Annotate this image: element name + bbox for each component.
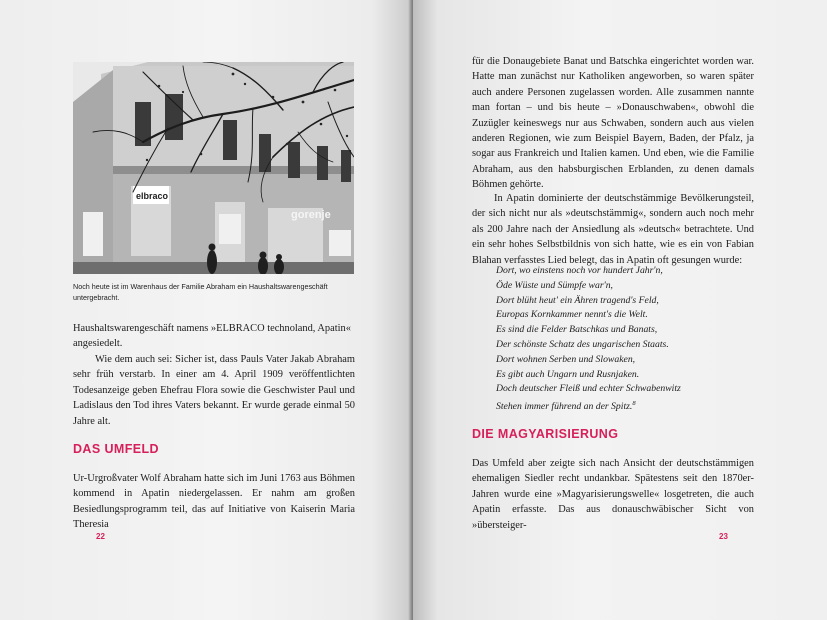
paragraph-1: Haushaltswarengeschäft namens »ELBRACO technoland, Apatin« angesiedelt. — [73, 323, 351, 350]
left-page — [0, 0, 413, 620]
paragraph-right-2: In Apatin dominierte der deutschstämmige Bevölkerungsteil, der sich nicht nur als »deutschstämmig«, sondern auch noch mehr als 200 Jahre nach der Ansiedlung als »deutsch« betrachtete. Und ein sehr hohes Selbstbildnis von sich hatte, wie es ein von Fabian Blahan verfasstes Lied belegt, das in Apatin oft gesungen wurde: — [472, 193, 754, 266]
poem-line: Öde Wüste und Sümpfe war'n, — [496, 279, 613, 291]
poem-line: Der schönste Schatz des ungarischen Staats. — [496, 338, 669, 350]
shop-sign-elbraco: elbraco — [136, 191, 169, 201]
paragraph-2: Wie dem auch sei: Sicher ist, dass Pauls Vater Jakab Abraham sehr früh verstarb. In einer am 4. April 1909 veröffentlichten Todesanzeige geben Ehefrau Flora sowie die Geschwister Paul und Ladislaus den Tod ihres Vaters bekannt. Er wurde gerade einmal 50 Jahre alt. — [73, 354, 355, 427]
section-heading-umfeld: DAS UMFELD — [73, 442, 159, 456]
song-poem — [496, 264, 756, 415]
paragraph-3: Ur-Urgroßvater Wolf Abraham hatte sich im Juni 1763 aus Böhmen kommend in Apatin niedergelassen. Er nahm am großen Besiedlungsprogramm teil, das auf Initiative von Kaiserin Maria Theresia — [73, 473, 355, 531]
poem-line-last — [496, 397, 756, 415]
poem-line: Stehen immer führend an der Spitz. — [496, 401, 633, 413]
paragraph-right-1: für die Donaugebiete Banat und Batschka eingerichtet worden war. Hatte man zunächst nur Katholiken angeworben, so waren später auch andere Personen zugelassen worden. Alle zusammen nannte man fortan – und bis heute – »Donauschwaben«, obwohl die Zuzügler keineswegs nur aus Schwaben, sondern auch aus vielen anderen Regionen, wie zum Beispiel Bayern, Baden, der Pfalz, ja sogar aus Frankreich und Italien kamen. Und eben, wie die Familie Abraham, aus den habsburgischen Erblanden, zu denen damals Böhmen gehörte. — [472, 56, 754, 191]
building-photo — [73, 62, 354, 274]
poem-line: Europas Kornkammer nennt's die Welt. — [496, 309, 648, 321]
poem-line: Dort blüht heut' ein Ähren tragend's Feld, — [496, 294, 659, 306]
page-number-right: 23 — [719, 532, 728, 541]
poem-line: Dort wohnen Serben und Slowaken, — [496, 353, 636, 365]
poem-line: Es sind die Felder Batschkas und Banats, — [496, 324, 658, 336]
shop-sign-gorenje: gorenje — [291, 209, 331, 221]
section-heading-magyarisierung: DIE MAGYARISIERUNG — [472, 427, 619, 441]
paragraph-right-3: Das Umfeld aber zeigte sich nach Ansicht der deutschstämmigen ehemaligen Siedler recht undankbar. Spätestens seit den 1870er-Jahren wurde eine »Magyarisierungswelle« losgetreten, die auch Apatin erfasste. Das aus donauschwäbischer Sicht von »übersteiger- — [472, 458, 754, 531]
page-number-left: 22 — [96, 532, 105, 541]
poem-line: Doch deutscher Fleiß und echter Schwabenwitz — [496, 383, 681, 395]
poem-line: Dort, wo einstens noch vor hundert Jahr'n, — [496, 265, 663, 276]
poem-line: Es gibt auch Ungarn und Rusnjaken. — [496, 368, 640, 380]
photo-caption: Noch heute ist im Warenhaus der Familie Abraham ein Haushaltswarengeschäft untergebracht. — [73, 282, 328, 302]
footnote-marker: 8 — [632, 400, 636, 408]
